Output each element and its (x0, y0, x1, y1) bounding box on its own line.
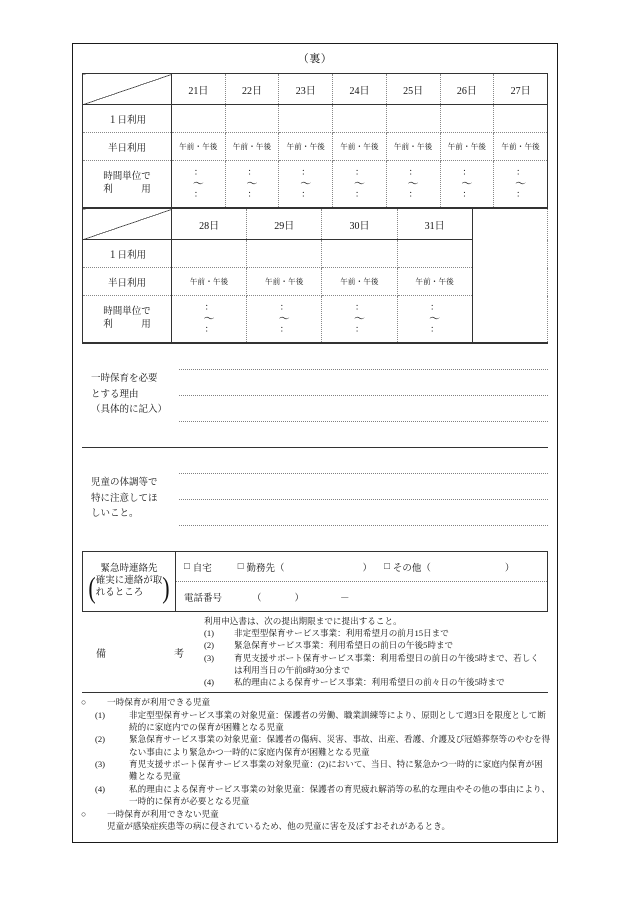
write-line[interactable] (179, 370, 548, 396)
hour-tilde: 〜 (300, 177, 312, 190)
hour-start: ： (516, 167, 526, 178)
eligibility-notes (73, 693, 557, 832)
note-heading-text: 一時保育が利用できる児童 (107, 697, 211, 708)
note-item (81, 733, 551, 758)
hour-end: ： (462, 189, 472, 200)
corner-diagonal-cell (83, 74, 172, 105)
hour-end: ： (279, 324, 289, 335)
remarks-item (204, 652, 544, 676)
option-label-work: 勤務先 (246, 563, 276, 574)
remarks-item-number: (3) (204, 652, 215, 663)
hourly-cell[interactable] (386, 161, 440, 208)
hour-start: ： (301, 167, 311, 178)
hour-end: ： (516, 189, 526, 200)
option-label-home: 自宅 (192, 563, 212, 574)
row-label-hourly (83, 296, 172, 343)
row-label-half-day: 半日利用 (83, 268, 172, 296)
health-note-block (82, 447, 548, 551)
table-row (83, 105, 548, 133)
full-day-cell[interactable] (279, 105, 333, 133)
hour-end: ： (430, 324, 440, 335)
full-day-cell[interactable] (440, 105, 494, 133)
write-line[interactable] (179, 422, 548, 447)
half-day-cell[interactable]: 午前・午後 (386, 133, 440, 161)
schedule-table-21-27 (82, 73, 548, 208)
paren-close: ） (504, 563, 515, 574)
hour-tilde: 〜 (203, 312, 215, 325)
emergency-contact-label (83, 552, 176, 612)
bracket-line2: れるところ (95, 588, 144, 599)
hour-end: ： (193, 189, 203, 200)
hourly-cell[interactable] (322, 296, 397, 343)
hour-end: ： (301, 189, 311, 200)
emergency-contact-fields (176, 552, 548, 612)
note-item (81, 758, 551, 783)
table-row (83, 133, 548, 161)
remarks-item-text: 育児支援サポート保育サービス事業：利用希望日の前日の午後5時まで、若しくは利用当日の午前8時30分まで (234, 652, 539, 675)
phone-row (176, 582, 547, 611)
checkbox-other-icon[interactable]: □ (384, 561, 390, 572)
half-day-cell[interactable]: 午前・午後 (247, 268, 322, 296)
table-row (82, 612, 548, 693)
note-heading-text: 一時保育が利用できない児童 (107, 808, 219, 819)
hour-end: ： (204, 324, 214, 335)
emergency-contact-block (82, 551, 548, 611)
reason-label-line3: （具体的に記入） (91, 405, 168, 416)
full-day-cell[interactable] (247, 240, 322, 268)
remarks-item-text: 私的理由による保育サービス事業：利用希望日の前々日の午後5時まで (234, 677, 505, 688)
row-label-hourly (83, 161, 172, 208)
hour-tilde: 〜 (515, 177, 527, 190)
row-label-hourly-line2: 利 用 (103, 185, 151, 195)
day-header: 25日 (386, 74, 440, 105)
day-header: 22日 (225, 74, 279, 105)
table-row (83, 74, 548, 105)
day-header: 28日 (172, 209, 247, 240)
hourly-cell[interactable] (440, 161, 494, 208)
write-line[interactable] (179, 448, 548, 474)
health-note-label-line1: 児童の体調等で (91, 477, 158, 488)
remarks-body (198, 612, 548, 693)
hour-tilde: 〜 (246, 177, 258, 190)
remarks-label (82, 612, 198, 693)
table-row (83, 552, 548, 612)
remarks-item-number: (1) (204, 628, 215, 639)
hour-start: ： (204, 302, 214, 313)
health-note-label-line3: しいこと。 (91, 509, 139, 520)
full-day-cell[interactable] (333, 105, 387, 133)
full-day-cell[interactable] (386, 105, 440, 133)
remarks-heading: 利用申込書は、次の提出期限までに提出すること。 (204, 616, 402, 626)
health-note-label-line2: 特に注意してほ (91, 493, 158, 504)
remarks-item-number: (2) (204, 640, 215, 651)
phone-dash: － (340, 593, 350, 604)
note-item-number: (1) (95, 709, 106, 720)
half-day-cell[interactable]: 午前・午後 (333, 133, 387, 161)
option-label-other: その他 (392, 563, 422, 574)
hour-tilde: 〜 (353, 312, 365, 325)
bullet-circle-icon: ○ (81, 808, 87, 819)
day-header: 29日 (247, 209, 322, 240)
hour-start: ： (193, 167, 203, 178)
hour-start: ： (247, 167, 257, 178)
hour-end: ： (354, 324, 364, 335)
phone-area-close: ） (294, 593, 305, 604)
remarks-item-number: (4) (204, 677, 215, 688)
full-day-cell[interactable] (172, 105, 226, 133)
reason-label-line1: 一時保育を必要 (91, 373, 158, 384)
hour-start: ： (279, 302, 289, 313)
hour-tilde: 〜 (461, 177, 473, 190)
hourly-cell[interactable] (279, 161, 333, 208)
day-header: 30日 (322, 209, 397, 240)
row-label-full-day: １日利用 (83, 105, 172, 133)
hour-end: ： (354, 189, 364, 200)
hourly-cell[interactable] (225, 161, 279, 208)
hour-end: ： (247, 189, 257, 200)
hourly-cell[interactable] (247, 296, 322, 343)
half-day-cell[interactable]: 午前・午後 (322, 268, 397, 296)
contact-options-row (176, 552, 547, 582)
reason-label-line2: とする理由 (91, 389, 139, 400)
emergency-contact-label-top: 緊急時連絡先 (100, 563, 158, 574)
row-label-half-day: 半日利用 (83, 133, 172, 161)
row-label-hourly-line1: 時間単位で (103, 172, 151, 183)
note-item (81, 783, 551, 808)
day-header: 27日 (494, 74, 548, 105)
paren-open: （ (275, 563, 285, 574)
half-day-cell[interactable]: 午前・午後 (172, 133, 226, 161)
hourly-cell[interactable] (172, 296, 247, 343)
day-header: 31日 (397, 209, 472, 240)
health-note-input-area[interactable] (179, 448, 548, 552)
form-page (72, 43, 558, 843)
emergency-contact-bracket-text (96, 576, 163, 600)
full-day-cell[interactable] (494, 105, 548, 133)
checkbox-work-icon[interactable]: □ (237, 561, 244, 572)
write-line[interactable] (179, 396, 548, 422)
remarks-item (204, 627, 544, 639)
bracket-close-glyph: ) (162, 570, 170, 605)
hour-start: ： (408, 167, 418, 178)
hourly-cell[interactable] (494, 161, 548, 208)
row-label-full-day: １日利用 (83, 240, 172, 268)
day-header: 21日 (172, 74, 226, 105)
note-item-number: (4) (95, 783, 106, 794)
hour-start: ： (462, 167, 472, 178)
full-day-cell[interactable] (322, 240, 397, 268)
full-day-cell[interactable] (172, 240, 247, 268)
half-day-cell[interactable]: 午前・午後 (172, 268, 247, 296)
hour-start: ： (354, 302, 364, 313)
day-header: 24日 (333, 74, 387, 105)
half-day-cell[interactable]: 午前・午後 (225, 133, 279, 161)
remarks-label-text: 備考 (96, 648, 184, 660)
hourly-cell[interactable] (172, 161, 226, 208)
page-title: （裏） (297, 53, 333, 65)
hour-tilde: 〜 (407, 177, 419, 190)
phone-label: 電話番号 (184, 593, 223, 604)
empty-merged-area (472, 209, 547, 343)
schedule-table-28-31 (82, 208, 548, 343)
note-plain-text: 児童が感染症疾患等の病に侵されているため、他の児童に害を及ぼすおそれがあるとき。 (107, 820, 451, 831)
remarks-item-text: 非定型型保育サービス事業：利用希望月の前月15日まで (234, 628, 449, 639)
write-line[interactable] (179, 500, 548, 526)
table-row (82, 344, 548, 448)
day-header: 23日 (279, 74, 333, 105)
half-day-cell[interactable]: 午前・午後 (279, 133, 333, 161)
note-item-number: (3) (95, 759, 106, 770)
note-item-number: (2) (95, 734, 106, 745)
reason-block (82, 343, 548, 447)
table-row (82, 448, 548, 552)
write-line[interactable] (179, 526, 548, 551)
full-day-cell[interactable] (397, 240, 472, 268)
corner-diagonal-cell (83, 209, 172, 240)
table-row (83, 161, 548, 208)
day-header: 26日 (440, 74, 494, 105)
hour-tilde: 〜 (429, 312, 441, 325)
checkbox-home-icon[interactable]: □ (184, 561, 190, 572)
remarks-block (82, 611, 548, 693)
table-row (83, 209, 548, 240)
remarks-item (204, 639, 544, 651)
full-day-cell[interactable] (225, 105, 279, 133)
half-day-cell[interactable]: 午前・午後 (494, 133, 548, 161)
remarks-item-text: 緊急保育サービス事業：利用希望日の前日の午後5時まで (234, 640, 454, 651)
hourly-cell[interactable] (333, 161, 387, 208)
half-day-cell[interactable]: 午前・午後 (397, 268, 472, 296)
write-line[interactable] (179, 474, 548, 500)
paren-close: ） (362, 563, 373, 574)
remarks-item (204, 676, 544, 688)
hour-start: ： (354, 167, 364, 178)
row-label-hourly-line2: 利 用 (103, 320, 151, 330)
note-section-heading (81, 808, 551, 820)
bullet-circle-icon: ○ (81, 697, 87, 708)
note-item-text: 育児支援サポート保育サービス事業の対象児童：(2)において、当日、特に緊急かつ一時的に家庭内保育が困難となる児童 (129, 759, 543, 782)
reason-label (82, 344, 179, 448)
write-line[interactable] (179, 344, 548, 370)
note-item-text: 私的理由による保育サービス事業の対象児童：保護者の育児疲れ解消等の私的な理由やその他の事由により、一時的に保育が必要となる児童 (129, 783, 551, 807)
paren-open: （ (421, 563, 431, 574)
note-item-text: 緊急保育サービス事業の対象児童：保護者の傷病、災害、事故、出産、看護、介護及び冠婚葬祭等のやむを得ない事由により緊急かつ一時的に家庭内保育が困難となる児童 (129, 734, 551, 757)
half-day-cell[interactable]: 午前・午後 (440, 133, 494, 161)
hour-start: ： (430, 302, 440, 313)
health-note-label (82, 448, 179, 552)
hourly-cell[interactable] (397, 296, 472, 343)
hour-end: ： (408, 189, 418, 200)
reason-input-area[interactable] (179, 344, 548, 448)
bracket-open-glyph: ( (88, 570, 96, 605)
hour-tilde: 〜 (278, 312, 290, 325)
bracket-line1: 確実に連絡が取 (95, 576, 163, 587)
emergency-contact-bracket (85, 570, 173, 605)
hour-tilde: 〜 (192, 177, 204, 190)
hour-tilde: 〜 (353, 177, 365, 190)
note-item-text: 非定型型保育サービス事業の対象児童：保護者の労働、職業訓練等により、原則として週3日を限度として断続的に家庭内での保育が困難となる児童 (129, 709, 546, 732)
note-section-heading (81, 696, 551, 708)
note-item (81, 709, 551, 734)
row-label-hourly-line1: 時間単位で (103, 307, 151, 318)
phone-area-open: （ (252, 593, 262, 604)
